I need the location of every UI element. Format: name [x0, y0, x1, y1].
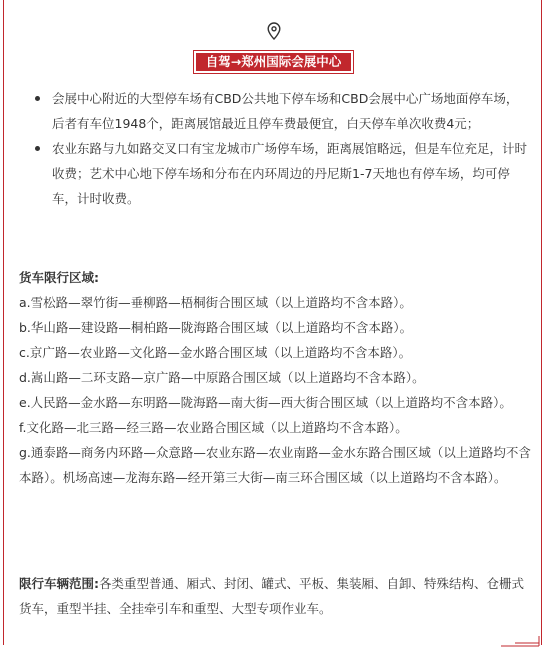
- vehicle-scope-heading: 限行车辆范围:: [19, 576, 99, 591]
- parking-list: [34, 86, 530, 211]
- title-badge: [193, 50, 354, 74]
- list-item: 农业东路与九如路交叉口有宝龙城市广场停车场，距离展馆略远，但是车位充足，计时收费；艺术中心地下停车场和分布在内环周边的丹尼斯1-7天地也有停车场，均可停车，计时收费。: [34, 136, 530, 211]
- list-item: e.人民路—金水路—东明路—陇海路—南大街—西大街合围区域（以上道路均不含本路）。: [19, 395, 512, 410]
- list-item: f.文化路—北三路—经三路—农业路合围区域（以上道路均不含本路）。: [19, 420, 408, 435]
- list-item: 会展中心附近的大型停车场有CBD公共地下停车场和CBD会展中心广场地面停车场，后者有车位1948个，距离展馆最近且停车费最便宜，白天停车单次收费4元；: [34, 86, 530, 136]
- map-pin-icon: [267, 22, 281, 40]
- vehicle-scope-text: 各类重型普通、厢式、封闭、罐式、平板、集装厢、自卸、特殊结构、仓栅式货车，重型半挂、全挂牵引车和重型、大型专项作业车。: [19, 576, 525, 616]
- list-item: c.京广路—农业路—文化路—金水路合围区域（以上道路均不含本路）。: [19, 345, 412, 360]
- vehicle-scope-section: [19, 571, 531, 621]
- truck-zone-heading: 货车限行区域:: [19, 270, 99, 285]
- page-title: 自驾→郑州国际会展中心: [196, 53, 351, 71]
- list-item: g.通泰路—商务内环路—众意路—农业东路—农业南路—金水东路合围区域（以上道路均不含本路）。机场高速—龙海东路—经开第三大街—南三环合围区域（以上道路均不含本路）。: [19, 445, 531, 485]
- list-item: a.雪松路—翠竹街—垂柳路—梧桐街合围区域（以上道路均不含本路）。: [19, 295, 412, 310]
- list-item: d.嵩山路—二环支路—京广路—中原路合围区域（以上道路均不含本路）。: [19, 370, 425, 385]
- truck-zone-section: [19, 265, 531, 490]
- corner-decoration: [501, 634, 541, 648]
- list-item: b.华山路—建设路—桐柏路—陇海路合围区域（以上道路均不含本路）。: [19, 320, 413, 335]
- location-pin: [0, 22, 547, 44]
